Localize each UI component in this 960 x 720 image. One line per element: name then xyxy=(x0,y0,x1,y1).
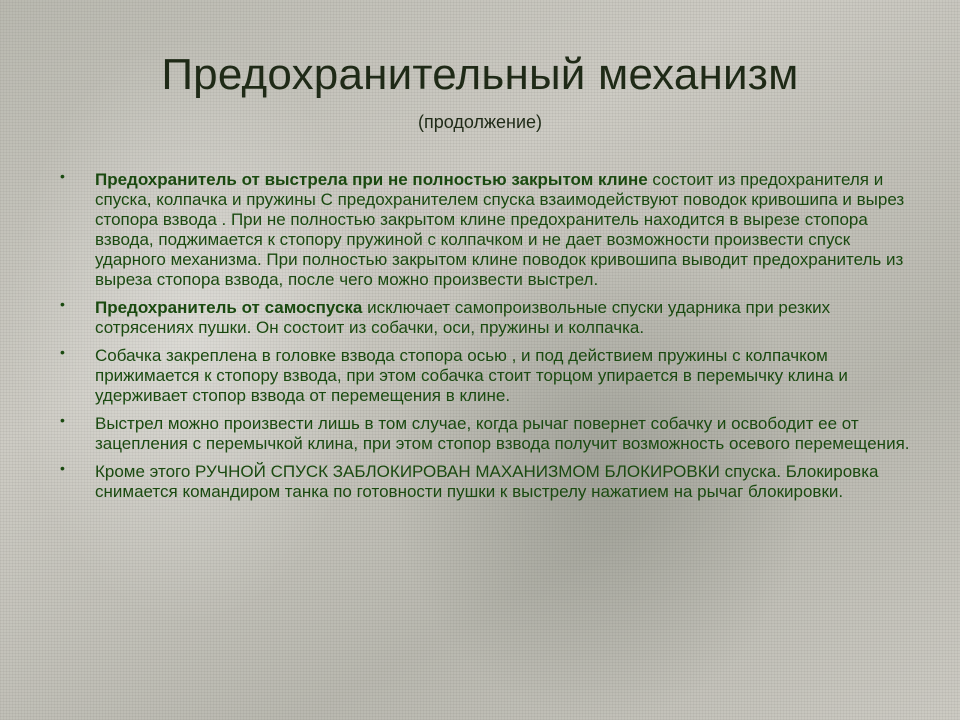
item-bold-text: Предохранитель от выстрела при не полностью закрытом клине xyxy=(95,170,648,189)
item-text: Выстрел можно произвести лишь в том случае, когда рычаг повернет собачку и освободит ее от зацепления с перемычкой клина, при этом стопор взвода получит возможность осевого перемещения. xyxy=(95,414,910,453)
bullet-icon: • xyxy=(60,296,65,312)
item-bold-text: Предохранитель от самоспуска xyxy=(95,298,363,317)
slide-subtitle: (продолжение) xyxy=(417,112,543,132)
item-text: состоит из предохранителя и спуска, колпачка и пружины С предохранителем спуска взаимодействуют поводок кривошипа и вырез стопора взвода . При не полностью закрытом клине предохранитель находится в вырезе стопора взвода, поджимается к стопору пружиной с колпачком и не дает возможности произвести спуск ударного механизма. При полностью закрытом клине поводок кривошипа выводит предохранитель из выреза стопора взвода, после чего можно произвести выстрел. xyxy=(95,170,905,289)
list-item xyxy=(60,414,910,454)
list-item xyxy=(60,298,910,338)
item-text: Кроме этого РУЧНОЙ СПУСК ЗАБЛОКИРОВАН МАХАНИЗМОМ БЛОКИРОВКИ спуска. Блокировка снимается командиром танка по готовности пушки к выстрелу нажатием на рычаг блокировки. xyxy=(95,462,879,501)
slide-title: Предохранительный механизм xyxy=(161,50,799,99)
list-item xyxy=(60,170,910,290)
list-item xyxy=(60,462,910,502)
bullet-icon: • xyxy=(60,344,65,360)
bullet-icon: • xyxy=(60,168,65,184)
item-text: исключает самопроизвольные спуски ударника при резких сотрясениях пушки. Он состоит из собачки, оси, пружины и колпачка. xyxy=(95,298,831,337)
bullet-icon: • xyxy=(60,460,65,476)
bullet-icon: • xyxy=(60,412,65,428)
bullet-list xyxy=(60,170,910,510)
list-item xyxy=(60,346,910,406)
item-text: Собачка закреплена в головке взвода стопора осью , и под действием пружины с колпачком прижимается к стопору взвода, при этом собачка стоит торцом упирается в перемычку клина и удерживает стопор взвода от перемещения в клине. xyxy=(95,346,848,405)
